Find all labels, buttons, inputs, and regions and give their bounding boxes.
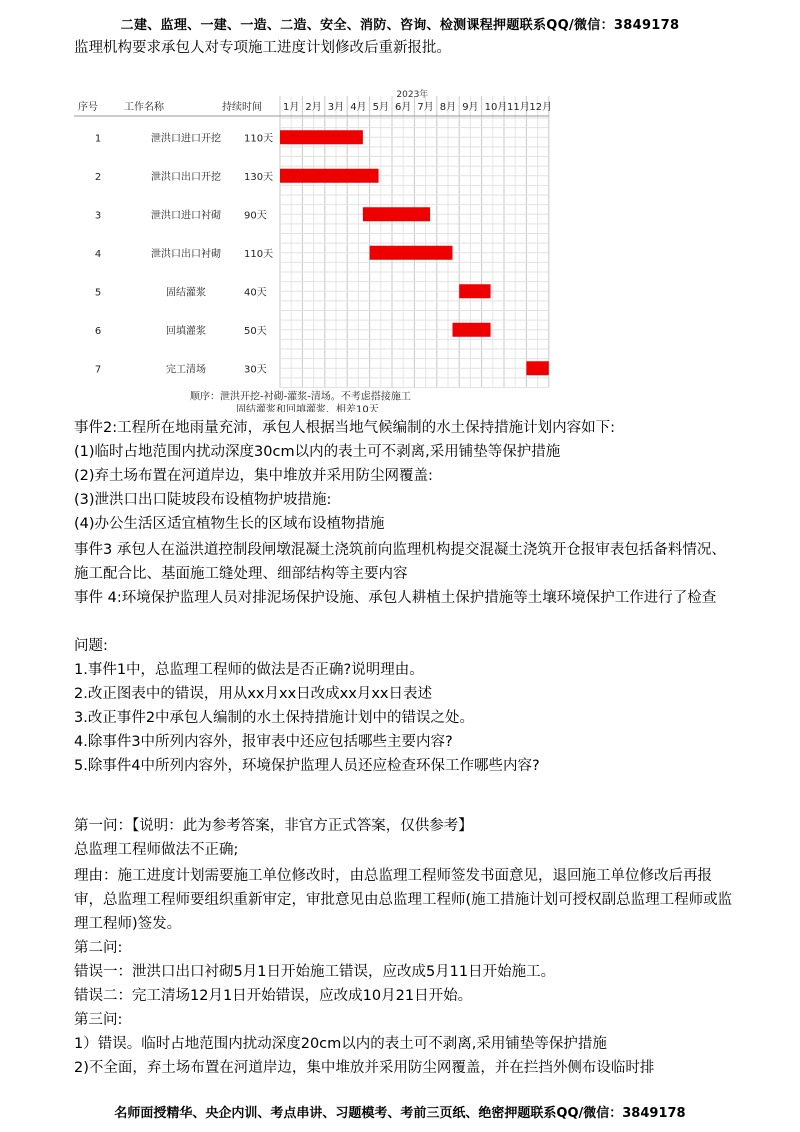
- month-label: 10月: [484, 102, 508, 113]
- month-label: 4月: [350, 102, 367, 113]
- event2-item-2: (2)弃土场布置在河道岸边，集中堆放并采用防尘网覆盖:: [74, 468, 433, 484]
- month-label: 6月: [395, 102, 412, 113]
- question-3: 3.改正事件2中承包人编制的水土保持措施计划中的错误之处。: [74, 710, 475, 726]
- work-name: 泄洪口进口衬砌: [151, 210, 221, 222]
- answer-2-error-1: 错误一：泄洪口出口衬砌5月1日开始施工错误，应改成5月11日开始施工。: [74, 964, 556, 980]
- gantt-bar: [363, 207, 430, 221]
- gantt-chart: [74, 84, 564, 416]
- event2-item-1: (1)临时占地范围内扰动深度30cm以内的表土可不剥离,采用铺垫等保护措施: [74, 444, 561, 460]
- duration-label: 130天: [244, 171, 274, 183]
- work-name: 泄洪口出口衬砌: [151, 248, 221, 260]
- month-label: 8月: [439, 102, 457, 113]
- gantt-bar: [452, 323, 490, 337]
- question-4: 4.除事件3中所列内容外，报审表中还应包括哪些主要内容?: [74, 734, 453, 750]
- month-label: 2月: [305, 102, 322, 113]
- answer-2-title: 第二问:: [74, 940, 123, 956]
- duration-label: 110天: [244, 133, 274, 145]
- work-name: 固结灌浆: [166, 287, 206, 299]
- column-header: 工作名称: [124, 102, 164, 113]
- answer-3-item-1: 1）错误。临时占地范围内扰动深度20cm以内的表土可不剥离,采用铺垫等保护措施: [74, 1036, 607, 1052]
- gantt-bar: [459, 284, 490, 298]
- row-number: 1: [94, 133, 102, 145]
- duration-label: 40天: [244, 287, 267, 299]
- month-label: 9月: [462, 102, 479, 113]
- question-2: 2.改正图表中的错误，用从xx月xx日改成xx月xx日表述: [74, 686, 432, 702]
- duration-label: 110天: [244, 248, 274, 260]
- column-header: 序号: [78, 102, 98, 113]
- duration-label: 30天: [244, 364, 267, 376]
- answer-2-error-2: 错误二：完工清场12月1日开始错误，应改成10月21日开始。: [74, 988, 473, 1004]
- chart-note-2: 固结灌浆和回填灌浆，相差10天: [236, 404, 379, 412]
- gantt-bar: [526, 361, 548, 375]
- intro-text: 监理机构要求承包人对专项施工进度计划修改后重新报批。: [74, 40, 451, 56]
- row-number: 4: [94, 248, 102, 260]
- work-name: 完工清场: [166, 364, 206, 376]
- row-number: 7: [94, 364, 102, 376]
- chart-note-1: 顺序：泄洪开挖-衬砌-灌浆-清场。不考虑搭接施工: [190, 391, 411, 403]
- answer-3-item-2: 2)不全面，弃土场布置在河道岸边，集中堆放并采用防尘网覆盖，并在拦挡外侧布设临时排: [74, 1060, 655, 1076]
- questions-title: 问题:: [74, 638, 108, 654]
- work-name: 泄洪口进口开挖: [151, 133, 221, 145]
- answer-1-title: 第一问：【说明：此为参考答案，非官方正式答案，仅供参考】: [74, 818, 473, 834]
- month-label: 11月: [507, 102, 530, 113]
- month-label: 7月: [417, 102, 434, 113]
- event2-item-4: (4)办公生活区适宜植物生长的区域布设植物措施: [74, 516, 385, 532]
- month-label: 5月: [372, 102, 389, 113]
- question-1: 1.事件1中，总监理工程师的做法是否正确?说明理由。: [74, 662, 424, 678]
- answer-3-title: 第三问:: [74, 1012, 123, 1028]
- answer-1-reason: 理由：施工进度计划需要施工单位修改时，由总监理工程师签发书面意见，退回施工单位修改后再报审，总监理工程师要组织重新审定，审批意见由总监理工程师(施工措施计划可授权副总监理工程师或监理工程师)签发。: [74, 868, 733, 932]
- gantt-bar: [280, 130, 363, 144]
- page-footer: 名师面授精华、央企内训、考点串讲、习题模考、考前三页纸、绝密押题联系QQ/微信：3849178: [114, 1106, 686, 1121]
- gantt-bar: [370, 246, 453, 260]
- event3-text: 事件3 承包人在溢洪道控制段闸墩混凝土浇筑前向监理机构提交混凝土浇筑开仓报审表包括备料情况、施工配合比、基面施工缝处理、细部结构等主要内容: [74, 542, 726, 582]
- event2-title: 事件2:工程所在地雨量充沛，承包人根据当地气候编制的水土保持措施计划内容如下:: [74, 420, 615, 436]
- page-header: 二建、监理、一建、一造、二造、安全、消防、咨询、检测课程押题联系QQ/微信：3849178: [120, 18, 680, 33]
- year-label: 2023年: [396, 90, 429, 100]
- column-header: 持续时间: [222, 102, 262, 113]
- duration-label: 50天: [244, 325, 267, 337]
- event2-item-3: (3)泄洪口出口陡坡段布设植物护坡措施:: [74, 492, 332, 508]
- row-number: 5: [94, 287, 102, 299]
- row-number: 3: [94, 210, 102, 222]
- month-label: 3月: [327, 102, 345, 113]
- gantt-bar: [280, 169, 379, 183]
- duration-label: 90天: [244, 210, 267, 222]
- event4-text: 事件 4:环境保护监理人员对排泥场保护设施、承包人耕植土保护措施等土壤环境保护工作进行了检查: [74, 590, 717, 606]
- work-name: 泄洪口出口开挖: [151, 171, 221, 183]
- row-number: 6: [94, 325, 102, 337]
- question-5: 5.除事件4中所列内容外，环境保护监理人员还应检查环保工作哪些内容?: [74, 758, 540, 774]
- answer-1-line1: 总监理工程师做法不正确;: [74, 842, 239, 858]
- row-number: 2: [94, 171, 102, 183]
- month-label: 12月: [529, 102, 553, 113]
- work-name: 回填灌浆: [166, 325, 206, 337]
- month-label: 1月: [283, 102, 300, 113]
